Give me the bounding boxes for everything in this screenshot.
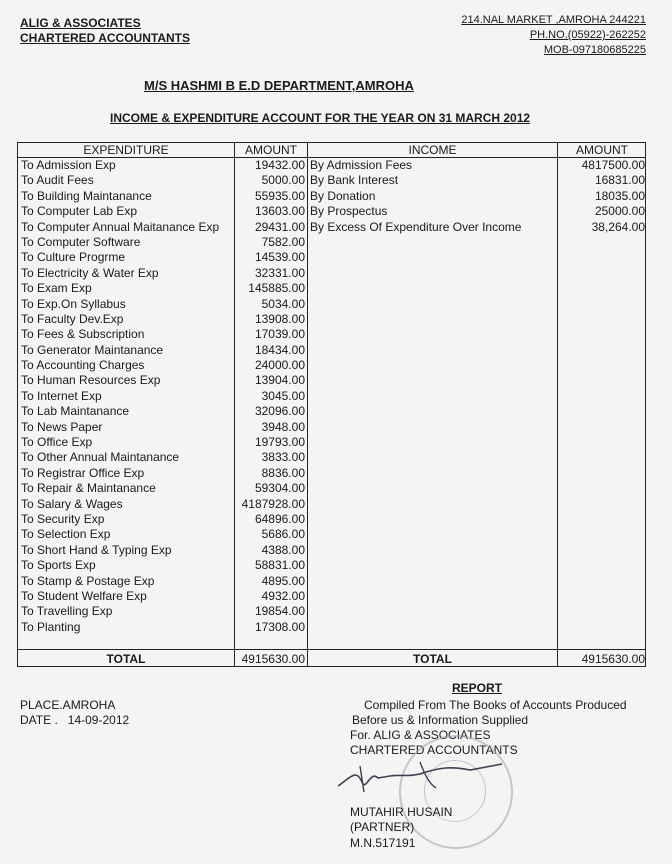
exp-row <box>18 558 307 573</box>
exp-item: To Lab Maintanance <box>21 404 130 419</box>
header-expenditure: EXPENDITURE <box>83 143 169 157</box>
inc-total-amount: 4915630.00 <box>581 652 645 666</box>
exp-item: To Selection Exp <box>21 527 111 542</box>
exp-item: To Security Exp <box>21 511 105 526</box>
exp-row <box>18 604 307 619</box>
exp-item: To Other Annual Maintanance <box>21 450 180 465</box>
exp-amount: 4388.00 <box>261 542 305 557</box>
exp-row <box>18 435 307 450</box>
inc-total-label: TOTAL <box>413 652 452 666</box>
inc-amount: 25000.00 <box>594 204 645 219</box>
exp-item: To Electricity & Water Exp <box>21 265 159 280</box>
exp-amount: 29431.00 <box>254 219 305 234</box>
exp-amount: 4187928.00 <box>241 496 305 511</box>
inc-amount: 18035.00 <box>594 188 645 203</box>
inc-row <box>18 158 646 173</box>
exp-item: To Travelling Exp <box>21 604 113 619</box>
exp-item: To Student Welfare Exp <box>21 588 147 603</box>
inc-amount: 38,264.00 <box>591 219 645 234</box>
signatory-name: MUTAHIR HUSAIN <box>350 805 453 819</box>
inc-item: By Admission Fees <box>310 158 413 172</box>
exp-amount: 19793.00 <box>254 435 305 450</box>
inc-amount: 4817500.00 <box>581 158 645 172</box>
exp-row <box>18 281 307 296</box>
exp-row <box>18 466 307 481</box>
exp-amount: 17039.00 <box>254 327 305 342</box>
inc-row <box>18 189 646 204</box>
inc-item: By Bank Interest <box>310 173 399 188</box>
exp-row <box>18 312 307 327</box>
exp-row <box>18 235 307 250</box>
exp-amount: 3045.00 <box>261 388 305 403</box>
exp-item: To Registrar Office Exp <box>21 465 145 480</box>
exp-item: To Salary & Wages <box>21 496 123 511</box>
report-line-2: Before us & Information Supplied <box>352 713 529 727</box>
inc-row <box>18 173 646 188</box>
exp-row <box>18 297 307 312</box>
header-exp-amount: AMOUNT <box>245 143 297 157</box>
exp-row <box>18 389 307 404</box>
exp-row <box>18 497 307 512</box>
firm-mobile: MOB-097180685225 <box>543 44 646 56</box>
exp-row <box>18 266 307 281</box>
exp-row <box>18 589 307 604</box>
signatory-role: (PARTNER) <box>350 820 415 834</box>
exp-amount: 8836.00 <box>261 465 305 480</box>
exp-item: To Accounting Charges <box>21 358 145 373</box>
statement-title: INCOME & EXPENDITURE ACCOUNT FOR THE YEAR ON 31 MARCH 2012 <box>110 111 531 125</box>
exp-amount: 5034.00 <box>261 296 305 311</box>
exp-row <box>18 420 307 435</box>
exp-amount: 13904.00 <box>254 373 305 388</box>
exp-item: To Computer Lab Exp <box>21 204 138 219</box>
footer-firm-title: CHARTERED ACCOUNTANTS <box>350 743 518 757</box>
exp-item: To Sports Exp <box>21 558 96 573</box>
exp-amount: 32096.00 <box>254 404 305 419</box>
firm-phone: PH.NO.(05922)-262252 <box>529 29 646 41</box>
exp-row <box>18 358 307 373</box>
exp-amount: 5686.00 <box>261 527 305 542</box>
exp-item: To Exam Exp <box>21 281 92 296</box>
exp-item: To Exp.On Syllabus <box>21 296 126 311</box>
department-title: M/S HASHMI B E.D DEPARTMENT,AMROHA <box>144 78 414 93</box>
exp-row <box>18 620 307 635</box>
exp-item: To News Paper <box>21 419 103 434</box>
exp-amount: 4932.00 <box>261 588 305 603</box>
exp-row <box>18 574 307 589</box>
membership-number: M.N.517191 <box>350 836 416 850</box>
exp-amount: 145885.00 <box>248 281 305 296</box>
exp-item: To Fees & Subscription <box>21 327 145 342</box>
header-income: INCOME <box>408 143 457 157</box>
inc-item: By Excess Of Expenditure Over Income <box>310 219 522 234</box>
exp-item: To Stamp & Postage Exp <box>21 573 155 588</box>
exp-amount: 4895.00 <box>261 573 305 588</box>
exp-amount: 64896.00 <box>254 511 305 526</box>
exp-item: To Generator Maintanance <box>21 342 164 357</box>
exp-row <box>18 373 307 388</box>
exp-item: To Repair & Maintanance <box>21 481 156 496</box>
exp-amount: 13603.00 <box>254 204 305 219</box>
exp-row <box>18 250 307 265</box>
exp-row <box>18 543 307 558</box>
exp-row <box>18 527 307 542</box>
exp-total-amount: 4915630.00 <box>241 652 305 666</box>
inc-row <box>18 204 646 219</box>
for-firm: For. ALIG & ASSOCIATES <box>350 728 491 742</box>
exp-row <box>18 404 307 419</box>
exp-amount: 7582.00 <box>261 234 305 249</box>
exp-amount: 32331.00 <box>254 265 305 280</box>
income-list <box>18 158 646 235</box>
exp-item: To Admission Exp <box>21 158 116 172</box>
header-inc-amount: AMOUNT <box>576 143 628 157</box>
exp-amount: 17308.00 <box>254 619 305 634</box>
exp-item: To Human Resources Exp <box>21 373 161 388</box>
exp-item: To Office Exp <box>21 435 93 450</box>
firm-address: 214.NAL MARKET ,AMROHA 244221 <box>461 14 646 26</box>
exp-total-label: TOTAL <box>106 652 146 666</box>
exp-row <box>18 512 307 527</box>
exp-amount: 3833.00 <box>261 450 305 465</box>
exp-amount: 19854.00 <box>254 604 305 619</box>
exp-amount: 3948.00 <box>261 419 305 434</box>
exp-amount: 59304.00 <box>254 481 305 496</box>
exp-item: To Computer Software <box>21 234 141 249</box>
exp-row <box>18 450 307 465</box>
exp-item: To Culture Progrme <box>21 250 126 265</box>
exp-item: To Short Hand & Typing Exp <box>21 542 172 557</box>
inc-amount: 16831.00 <box>594 173 645 188</box>
exp-amount: 24000.00 <box>254 358 305 373</box>
exp-amount: 19432.00 <box>254 158 305 172</box>
exp-item: To Faculty Dev.Exp <box>21 311 124 326</box>
report-line-1: Compiled From The Books of Accounts Produced <box>364 698 627 712</box>
exp-amount: 5000.00 <box>261 173 305 188</box>
exp-row <box>18 343 307 358</box>
exp-amount: 55935.00 <box>254 188 305 203</box>
inc-item: By Prospectus <box>310 204 388 219</box>
exp-item: To Building Maintanance <box>21 188 152 203</box>
exp-amount: 14539.00 <box>254 250 305 265</box>
exp-item: To Planting <box>21 619 81 634</box>
exp-amount: 58831.00 <box>254 558 305 573</box>
firm-title: CHARTERED ACCOUNTANTS <box>20 31 190 45</box>
exp-amount: 13908.00 <box>254 311 305 326</box>
exp-row <box>18 327 307 342</box>
report-heading: REPORT <box>452 681 503 695</box>
inc-item: By Donation <box>310 188 376 203</box>
place: PLACE.AMROHA <box>20 698 116 712</box>
partner-signature <box>330 748 510 798</box>
exp-amount: 18434.00 <box>254 342 305 357</box>
date: DATE . 14-09-2012 <box>20 713 130 727</box>
exp-item: To Internet Exp <box>21 388 102 403</box>
inc-row <box>18 220 646 235</box>
ledger-table <box>17 142 646 667</box>
firm-name: ALIG & ASSOCIATES <box>20 16 141 30</box>
exp-item: To Computer Annual Maitanance Exp <box>21 219 220 234</box>
exp-row <box>18 481 307 496</box>
exp-item: To Audit Fees <box>21 173 94 188</box>
